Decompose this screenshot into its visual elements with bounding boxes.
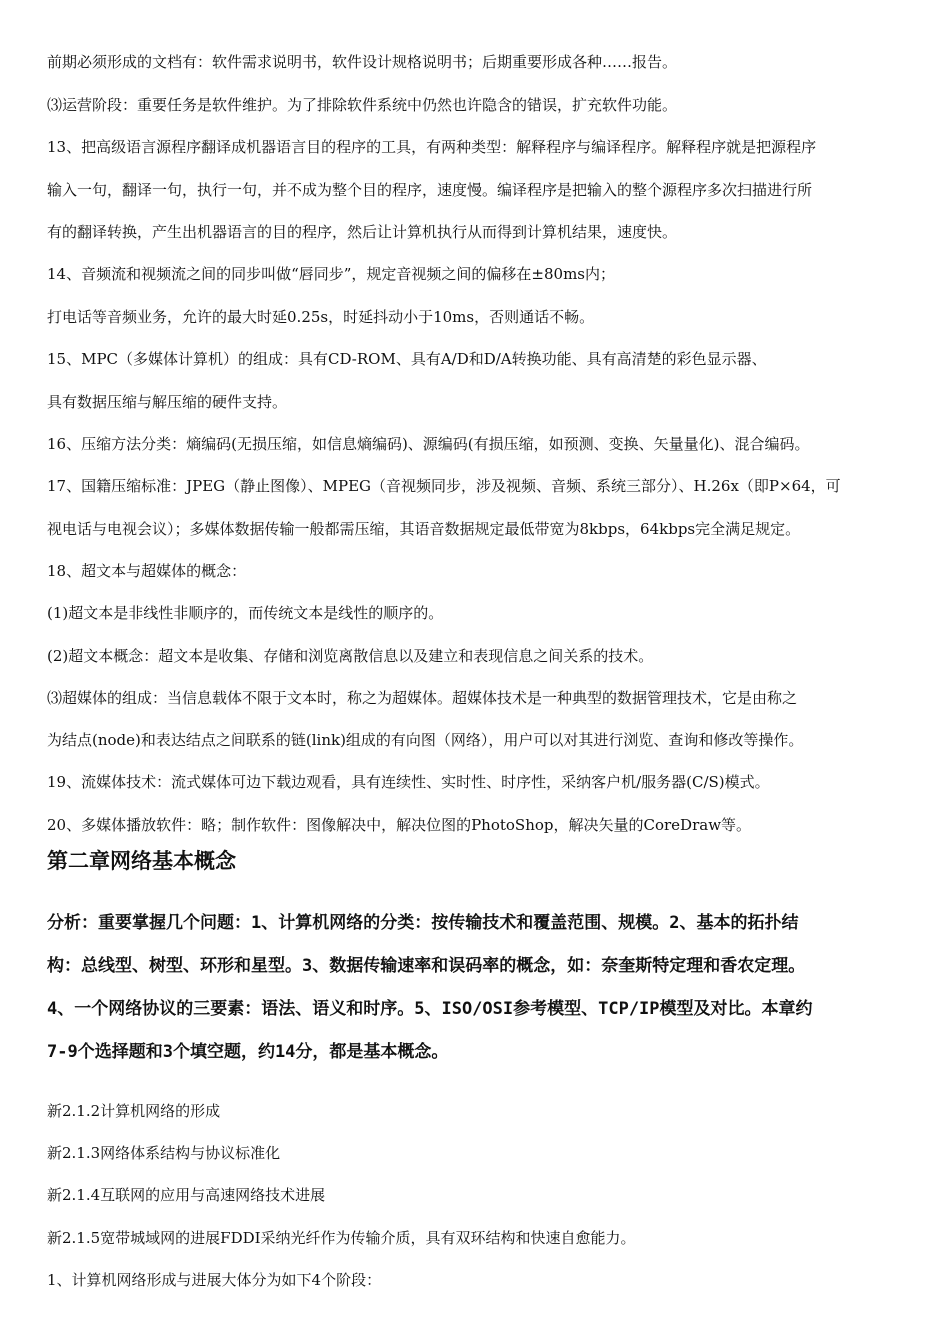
text-line: 打电话等音频业务，允许的最大时延0.25s，时延抖动小于10ms，否则通话不畅。 bbox=[47, 308, 595, 326]
analysis-line: 4、一个网络协议的三要素：语法、语义和时序。5、ISO/OSI参考模型、TCP/IP模型及对比。本章约 bbox=[47, 999, 813, 1019]
chapter-title: 第二章网络基本概念 bbox=[47, 849, 236, 873]
text-line: 14、音频流和视频流之间的同步叫做“唇同步”，规定音视频之间的偏移在±80ms内； bbox=[47, 265, 616, 283]
text-line: 新2.1.5宽带城域网的进展FDDI采纳光纤作为传输介质，具有双环结构和快速自愈能力。 bbox=[47, 1229, 636, 1247]
text-line: 具有数据压缩与解压缩的硬件支持。 bbox=[47, 393, 288, 411]
analysis-line: 7-9个选择题和3个填空题，约14分，都是基本概念。 bbox=[47, 1042, 449, 1062]
text-line: 视电话与电视会议）；多媒体数据传输一般都需压缩，其语音数据规定最低带宽为8kbps，64kbps完全满足规定。 bbox=[47, 520, 801, 538]
text-line: (1)超文本是非线性非顺序的，而传统文本是线性的顺序的。 bbox=[47, 604, 444, 622]
text-line: ⑶运营阶段：重要任务是软件维护。为了排除软件系统中仍然也许隐含的错误，扩充软件功能。 bbox=[47, 96, 678, 114]
text-line: 16、压缩方法分类：熵编码(无损压缩，如信息熵编码)、源编码(有损压缩，如预测、变换、矢量量化)、混合编码。 bbox=[47, 435, 810, 453]
text-line: 前期必须形成的文档有：软件需求说明书，软件设计规格说明书；后期重要形成各种……报告。 bbox=[47, 53, 678, 71]
text-line: 新2.1.2计算机网络的形成 bbox=[47, 1102, 221, 1120]
text-line: 新2.1.3网络体系结构与协议标准化 bbox=[47, 1144, 281, 1162]
text-line: 20、多媒体播放软件：略；制作软件：图像解决中，解决位图的PhotoShop，解决矢量的CoreDraw等。 bbox=[47, 816, 752, 834]
text-line: 18、超文本与超媒体的概念： bbox=[47, 562, 247, 580]
text-line: 为结点(node)和表达结点之间联系的链(link)组成的有向图（网络），用户可以对其进行浏览、查询和修改等操作。 bbox=[47, 731, 804, 749]
text-line: 19、流媒体技术：流式媒体可边下载边观看，具有连续性、实时性、时序性，采纳客户机/服务器(C/S)模式。 bbox=[47, 773, 770, 791]
analysis-line: 构：总线型、树型、环形和星型。3、数据传输速率和误码率的概念，如：奈奎斯特定理和香农定理。 bbox=[47, 956, 806, 976]
text-line: ⑶超媒体的组成：当信息载体不限于文本时，称之为超媒体。超媒体技术是一种典型的数据管理技术，它是由称之 bbox=[47, 689, 798, 707]
text-line: 有的翻译转换，产生出机器语言的目的程序，然后让计算机执行从而得到计算机结果，速度快。 bbox=[47, 223, 678, 241]
analysis-line: 分析：重要掌握几个问题：1、计算机网络的分类：按传输技术和覆盖范围、规模。2、基本的拓扑结 bbox=[47, 913, 799, 933]
text-line: 13、把高级语言源程序翻译成机器语言目的程序的工具，有两种类型：解释程序与编译程序。解释程序就是把源程序 bbox=[47, 138, 817, 156]
text-line: 1、计算机网络形成与进展大体分为如下4个阶段： bbox=[47, 1271, 382, 1289]
text-line: 17、国籍压缩标准：JPEG（静止图像）、MPEG（音视频同步，涉及视频、音频、系统三部分）、H.26x（即P×64，可 bbox=[47, 477, 841, 495]
text-line: (2)超文本概念：超文本是收集、存储和浏览离散信息以及建立和表现信息之间关系的技术。 bbox=[47, 647, 654, 665]
text-line: 输入一句，翻译一句，执行一句，并不成为整个目的程序，速度慢。编译程序是把输入的整个源程序多次扫描进行所 bbox=[47, 181, 813, 199]
text-line: 新2.1.4互联网的应用与高速网络技术进展 bbox=[47, 1186, 326, 1204]
text-line: 15、MPC（多媒体计算机）的组成：具有CD-ROM、具有A/D和D/A转换功能、具有高清楚的彩色显示器、 bbox=[47, 350, 767, 368]
